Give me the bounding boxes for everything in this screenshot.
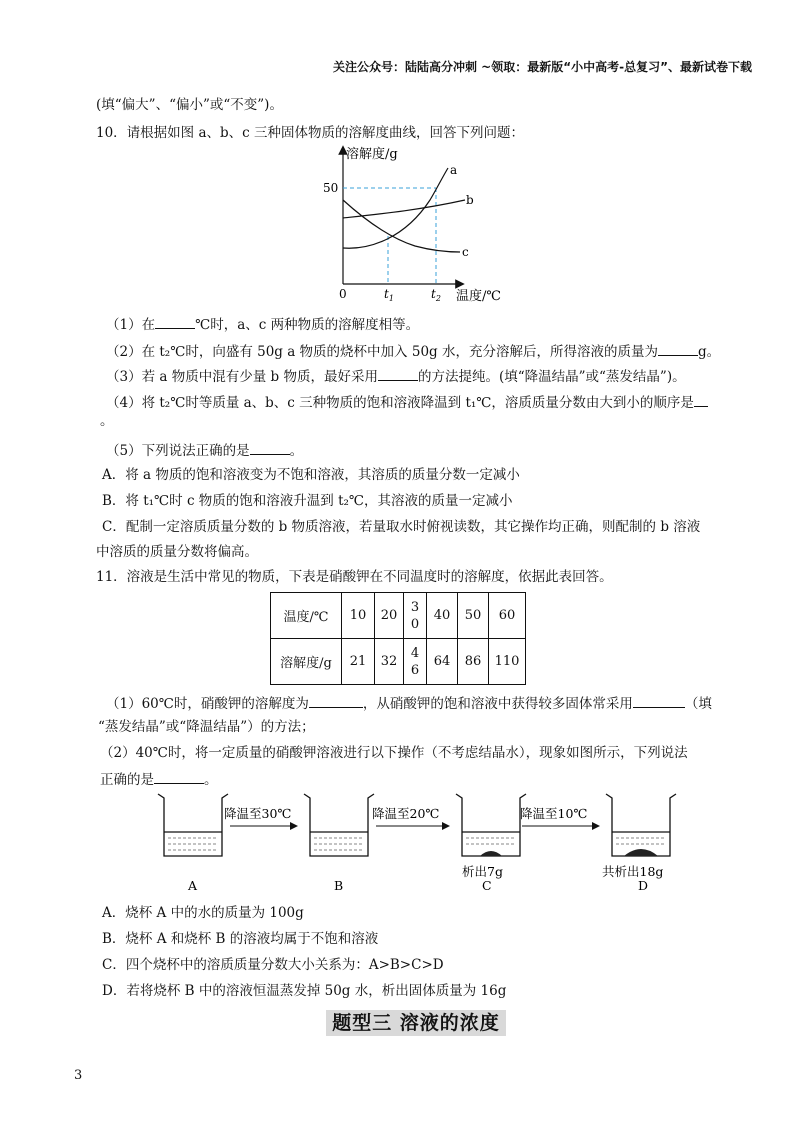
kno3-solubility-table	[270, 592, 526, 685]
q10-part3: （3）若 a 物质中混有少量 b 物质，最好采用 的方法提纯。(填“降温结晶”或“蒸发结晶”)。	[106, 366, 686, 386]
answer-blank[interactable]	[309, 693, 363, 708]
table-row	[271, 593, 526, 639]
curve-a-label: a	[450, 163, 458, 177]
label-d: D	[638, 878, 649, 893]
q10-part4: （4）将 t₂℃时等质量 a、b、c 三种物质的饱和溶液降温到 t₁℃，溶质质量分数由大到小的顺序是	[106, 392, 708, 412]
section-title: 题型三 溶液的浓度	[326, 1010, 506, 1036]
note-d: 共析出18g	[602, 864, 664, 879]
origin-label: 0	[339, 287, 347, 301]
q11-part1: （1）60℃时，硝酸钾的溶解度为 ，从硝酸钾的饱和溶液中获得较多固体常采用 （填	[106, 693, 712, 713]
q11-option-a: A．烧杯 A 中的水的质量为 100g	[102, 905, 304, 921]
answer-blank[interactable]	[633, 693, 685, 708]
answer-blank[interactable]	[155, 314, 195, 329]
solubility-curve-chart	[310, 138, 530, 310]
t1-label: $t_1$	[384, 287, 394, 303]
q11-part2-cont: 正确的是 。	[100, 769, 218, 789]
arrow-1-label: 降温至30℃	[224, 806, 292, 821]
q11-part2: （2）40℃时，将一定质量的硝酸钾溶液进行以下操作（不考虑结晶水），现象如图所示，下列说法	[100, 745, 688, 761]
q10-part4-end: 。	[100, 413, 114, 429]
q10-option-a: A．将 a 物质的饱和溶液变为不饱和溶液，其溶质的质量分数一定减小	[102, 467, 520, 483]
label-c: C	[482, 878, 492, 893]
previous-question-tail: (填“偏大”、“偏小”或“不变”)。	[96, 97, 283, 113]
q10-part5: （5）下列说法正确的是 。	[106, 440, 303, 460]
table-cell: 溶解度/g	[271, 639, 342, 685]
curve-c-label: c	[462, 245, 469, 259]
q10-stem: 10．请根据如图 a、b、c 三种固体物质的溶解度曲线，回答下列问题：	[96, 125, 525, 141]
q10-part1: （1）在 ℃时，a、c 两种物质的溶解度相等。	[106, 314, 419, 334]
curve-b-label: b	[466, 193, 474, 207]
table-cell: 20	[375, 593, 404, 639]
t2-label: $t_2$	[431, 287, 441, 303]
table-cell: 10	[342, 593, 375, 639]
beaker-d	[606, 794, 676, 856]
answer-blank[interactable]	[250, 440, 290, 455]
table-cell: 110	[489, 639, 526, 685]
q11-stem: 11．溶液是生活中常见的物质，下表是硝酸钾在不同温度时的溶解度，依据此表回答。	[96, 569, 613, 585]
beaker-cooling-figure	[150, 788, 690, 898]
q10-part2: （2）在 t₂℃时，向盛有 50g a 物质的烧杯中加入 50g 水，充分溶解后，所得溶液的质量为 g。	[106, 341, 720, 361]
table-cell: 40	[427, 593, 458, 639]
beaker-a	[158, 794, 228, 856]
table-cell: 50	[458, 593, 489, 639]
table-cell: 64	[427, 639, 458, 685]
table-cell: 温度/℃	[271, 593, 342, 639]
table-cell: 60	[489, 593, 526, 639]
page-header: 关注公众号：陆陆高分冲刺 ~领取：最新版“小中高考-总复习”、最新试卷下载	[333, 60, 752, 74]
beaker-c	[456, 794, 526, 856]
table-cell: 3 0	[404, 593, 427, 639]
arrow-2-label: 降温至20℃	[372, 806, 440, 821]
label-b: B	[334, 878, 344, 893]
answer-blank[interactable]	[378, 366, 418, 381]
label-a: A	[188, 878, 198, 893]
y50-label: 50	[323, 181, 339, 195]
y-axis-label: 溶解度/g	[346, 147, 398, 162]
arrow-3-label: 降温至10℃	[520, 806, 588, 821]
table-cell: 4 6	[404, 639, 427, 685]
answer-blank[interactable]	[658, 341, 698, 356]
note-c: 析出7g	[462, 864, 503, 879]
q11-option-d: D．若将烧杯 B 中的溶液恒温蒸发掉 50g 水，析出固体质量为 16g	[102, 983, 507, 999]
q10-option-b: B．将 t₁℃时 c 物质的饱和溶液升温到 t₂℃，其溶液的质量一定减小	[102, 493, 513, 509]
table-cell: 86	[458, 639, 489, 685]
page-number: 3	[74, 1068, 83, 1083]
curve-a	[343, 168, 448, 248]
x-axis-label: 温度/℃	[456, 289, 501, 304]
q11-option-c: C．四个烧杯中的溶质质量分数大小关系为：A>B>C>D	[102, 957, 444, 973]
answer-blank[interactable]	[154, 769, 204, 784]
table-cell: 32	[375, 639, 404, 685]
curve-c	[343, 200, 460, 252]
crystal-deposit-d	[624, 849, 658, 856]
table-cell: 21	[342, 639, 375, 685]
q10-option-c-cont: 中溶质的质量分数将偏高。	[96, 544, 258, 560]
crystal-deposit-c	[480, 851, 502, 856]
table-row	[271, 639, 526, 685]
q10-option-c: C．配制一定溶质质量分数的 b 物质溶液，若量取水时俯视读数，其它操作均正确，则配制的 b 溶液	[102, 519, 701, 535]
answer-blank[interactable]	[694, 392, 708, 407]
q11-option-b: B．烧杯 A 和烧杯 B 的溶液均属于不饱和溶液	[102, 931, 379, 947]
q11-part1-cont: “蒸发结晶”或“降温结晶”）的方法；	[98, 719, 315, 735]
beaker-b	[304, 794, 374, 856]
